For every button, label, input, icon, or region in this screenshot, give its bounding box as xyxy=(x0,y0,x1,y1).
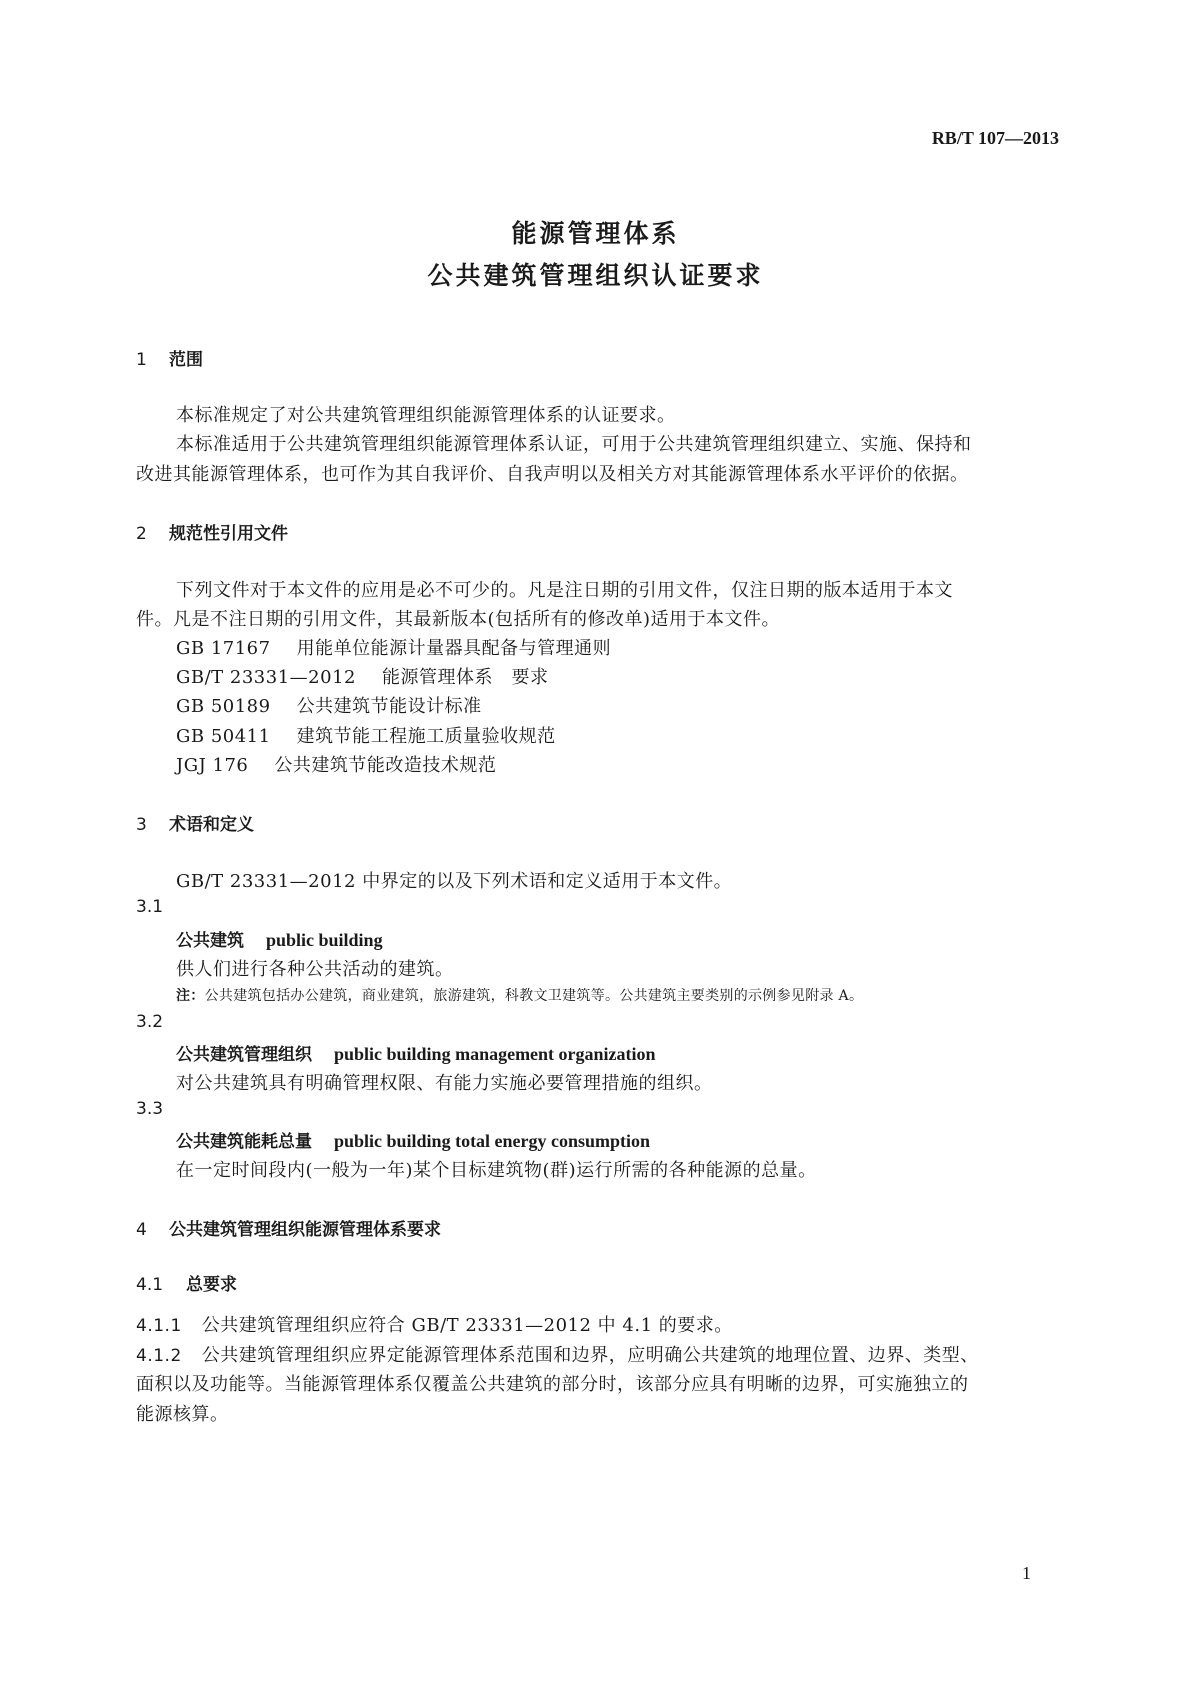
paragraph-line: 本标准适用于公共建筑管理组织能源管理体系认证，可用于公共建筑管理组织建立、实施、保持和 xyxy=(176,434,972,455)
paragraph: 本标准规定了对公共建筑管理组织能源管理体系的认证要求。 xyxy=(176,405,676,426)
term-heading xyxy=(176,926,383,951)
term-zh: 公共建筑能耗总量 xyxy=(176,1132,312,1152)
section-number: 1 xyxy=(136,350,147,370)
title-line-2: 公共建筑管理组织认证要求 xyxy=(427,261,764,290)
section-title: 公共建筑管理组织能源管理体系要求 xyxy=(169,1220,441,1240)
subsection-number: 4.1 xyxy=(136,1275,164,1295)
paragraph-line: 件。凡是不注日期的引用文件，其最新版本(包括所有的修改单)适用于本文件。 xyxy=(136,609,781,630)
term-number: 3.2 xyxy=(136,1012,164,1032)
paragraph-line: 改进其能源管理体系，也可作为其自我评价、自我声明以及相关方对其能源管理体系水平评价的依据。 xyxy=(136,464,969,485)
section-title: 术语和定义 xyxy=(169,815,254,835)
reference-item xyxy=(176,751,496,777)
term-definition: 供人们进行各种公共活动的建筑。 xyxy=(176,959,454,980)
subsection-4-1-heading xyxy=(136,1270,237,1295)
term-note xyxy=(176,985,863,1005)
term-en: public building xyxy=(266,930,383,950)
note-label: 注： xyxy=(176,988,205,1004)
paragraph-line: 能源核算。 xyxy=(136,1404,229,1425)
reference-code: GB 50411 xyxy=(176,726,271,747)
reference-code: JGJ 176 xyxy=(176,755,249,776)
reference-name: 用能单位能源计量器具配备与管理通则 xyxy=(296,638,612,659)
term-zh: 公共建筑管理组织 xyxy=(176,1045,312,1065)
reference-name: 公共建筑节能改造技术规范 xyxy=(274,755,497,776)
note-text: 公共建筑包括办公建筑，商业建筑，旅游建筑，科教文卫建筑等。公共建筑主要类别的示例参见附录 A。 xyxy=(204,988,864,1004)
section-4-heading xyxy=(136,1215,441,1240)
term-heading xyxy=(176,1127,650,1152)
reference-code: GB 50189 xyxy=(176,696,271,717)
reference-item xyxy=(176,722,556,748)
term-number: 3.3 xyxy=(136,1099,164,1119)
section-3-heading xyxy=(136,810,254,835)
paragraph: GB/T 23331—2012 中界定的以及下列术语和定义适用于本文件。 xyxy=(176,871,733,892)
section-number: 4 xyxy=(136,1220,147,1240)
term-zh: 公共建筑 xyxy=(176,931,244,951)
clause-text: 公共建筑管理组织应界定能源管理体系范围和边界，应明确公共建筑的地理位置、边界、类型、 xyxy=(201,1345,979,1366)
section-number: 2 xyxy=(136,524,147,544)
reference-code: GB 17167 xyxy=(176,638,271,659)
clause-4-1-2 xyxy=(136,1341,979,1367)
reference-name: 能源管理体系 要求 xyxy=(381,667,549,688)
clause-number: 4.1.1 xyxy=(136,1316,182,1336)
reference-code: GB/T 23331—2012 xyxy=(176,667,356,688)
clause-4-1-1 xyxy=(136,1311,733,1337)
section-title: 规范性引用文件 xyxy=(169,524,288,544)
section-2-heading xyxy=(136,519,288,544)
clause-text: 公共建筑管理组织应符合 GB/T 23331—2012 中 4.1 的要求。 xyxy=(201,1315,733,1336)
subsection-title: 总要求 xyxy=(186,1275,237,1295)
clause-number: 4.1.2 xyxy=(136,1346,182,1366)
document-code: RB/T 107—2013 xyxy=(931,128,1059,148)
term-en: public building total energy consumption xyxy=(334,1131,651,1151)
reference-name: 建筑节能工程施工质量验收规范 xyxy=(296,726,556,747)
page-number: 1 xyxy=(1022,1563,1031,1583)
reference-item xyxy=(176,663,548,689)
term-definition: 对公共建筑具有明确管理权限、有能力实施必要管理措施的组织。 xyxy=(176,1073,713,1094)
section-number: 3 xyxy=(136,815,147,835)
term-number: 3.1 xyxy=(136,897,164,917)
reference-item xyxy=(176,692,482,718)
term-definition: 在一定时间段内(一般为一年)某个目标建筑物(群)运行所需的各种能源的总量。 xyxy=(176,1160,817,1181)
section-title: 范围 xyxy=(169,350,203,370)
reference-item xyxy=(176,634,611,660)
term-en: public building management organization xyxy=(334,1044,656,1064)
paragraph-line: 面积以及功能等。当能源管理体系仅覆盖公共建筑的部分时，该部分应具有明晰的边界，可实施独立的 xyxy=(136,1374,969,1395)
title-line-1: 能源管理体系 xyxy=(511,219,680,248)
reference-name: 公共建筑节能设计标准 xyxy=(296,696,482,717)
section-1-heading xyxy=(136,345,203,370)
term-heading xyxy=(176,1040,656,1065)
paragraph-line: 下列文件对于本文件的应用是必不可少的。凡是注日期的引用文件，仅注日期的版本适用于本文 xyxy=(176,580,953,601)
